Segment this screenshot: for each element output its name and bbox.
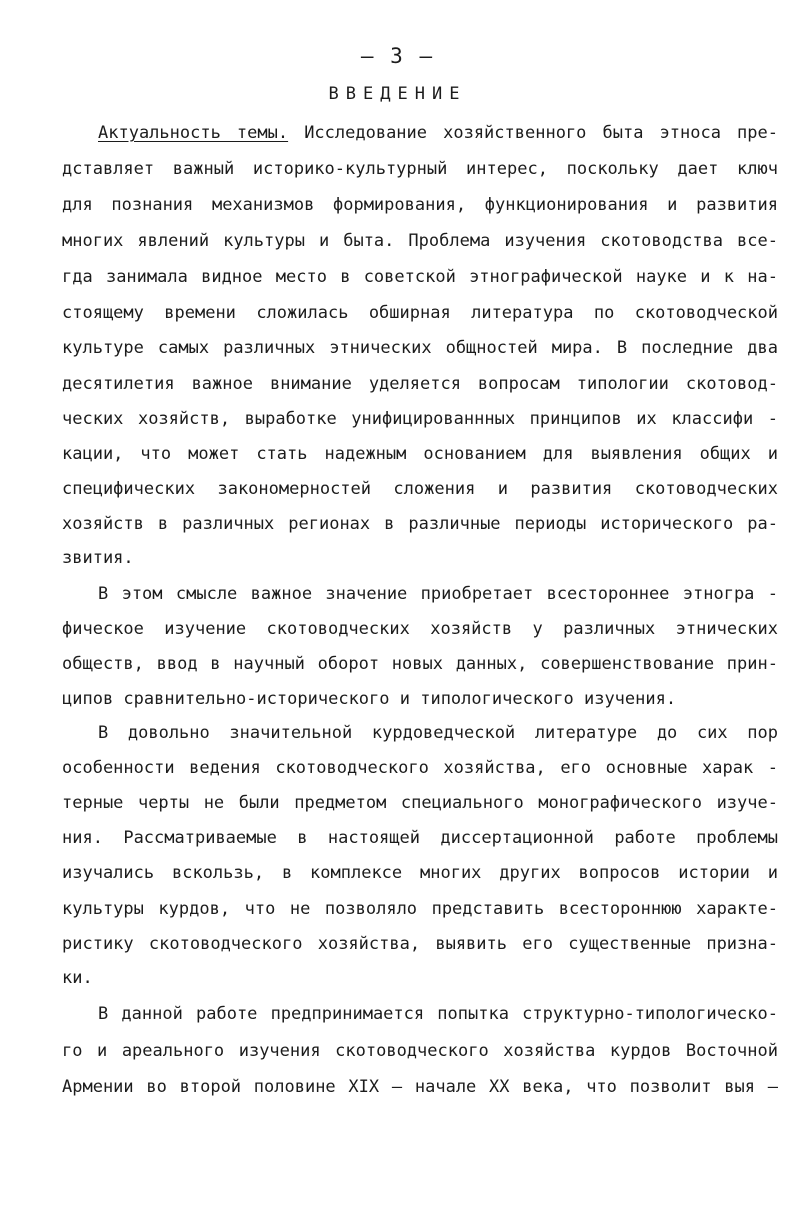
text-line: для познания механизмов формирования, функционирования и развития (62, 195, 778, 215)
text-line: культуре самых различных этнических общностей мира. В последние два (62, 338, 778, 358)
text-line: специфических закономерностей сложения и развития скотоводческих (62, 479, 778, 499)
text-line: фическое изучение скотоводческих хозяйств у различных этнических (62, 619, 778, 639)
topic-relevance-label: Актуальность темы. (98, 123, 289, 143)
text-line: В данной работе предпринимается попытка структурно-типологическо- (98, 1004, 778, 1024)
text-line: терные черты не были предметом специального монографического изуче- (62, 793, 778, 813)
text-line: Исследование хозяйственного быта этноса пре- (288, 123, 778, 143)
paragraph-1-line-1 (98, 121, 778, 145)
text-line: В довольно значительной курдоведческой литературе до сих пор (98, 723, 778, 743)
text-line: ния. Рассматриваемые в настоящей диссертационной работе проблемы (62, 828, 778, 848)
text-line: особенности ведения скотоводческого хозяйства, его основные харак - (62, 758, 778, 778)
text-line: ки. (62, 968, 93, 988)
text-line: хозяйств в различных регионах в различные периоды исторического ра- (62, 514, 778, 534)
text-line: десятилетия важное внимание уделяется вопросам типологии скотовод- (62, 374, 778, 394)
text-line: ципов сравнительно-исторического и типологического изучения. (62, 689, 677, 709)
page-number: – 3 – (360, 44, 435, 68)
text-line: культуры курдов, что не позволяло представить всестороннюю характе- (62, 899, 778, 919)
text-line: ческих хозяйств, выработке унифицированнных принципов их классифи - (62, 409, 778, 429)
text-line: дставляет важный историко-культурный интерес, поскольку дает ключ (62, 159, 778, 179)
section-heading: ВВЕДЕНИЕ (328, 84, 467, 104)
text-line: ристику скотоводческого хозяйства, выявить его существенные призна- (62, 934, 778, 954)
text-line: звития. (62, 548, 134, 568)
text-line: го и ареального изучения скотоводческого хозяйства курдов Восточной (62, 1041, 778, 1061)
text-line: В этом смысле важное значение приобретает всестороннее этногра - (98, 584, 778, 604)
text-line: Армении во второй половине XIX – начале XX века, что позволит выя – (62, 1077, 778, 1097)
text-line: кации, что может стать надежным основанием для выявления общих и (62, 444, 778, 464)
text-line: стоящему времени сложилась обширная литература по скотоводческой (62, 303, 778, 323)
text-line: изучались вскользь, в комплексе многих других вопросов истории и (62, 863, 778, 883)
text-line: гда занимала видное место в советской этнографической науке и к на- (62, 267, 778, 287)
text-line: обществ, ввод в научный оборот новых данных, совершенствование прин- (62, 654, 778, 674)
text-line: многих явлений культуры и быта. Проблема изучения скотоводства все- (62, 231, 778, 251)
